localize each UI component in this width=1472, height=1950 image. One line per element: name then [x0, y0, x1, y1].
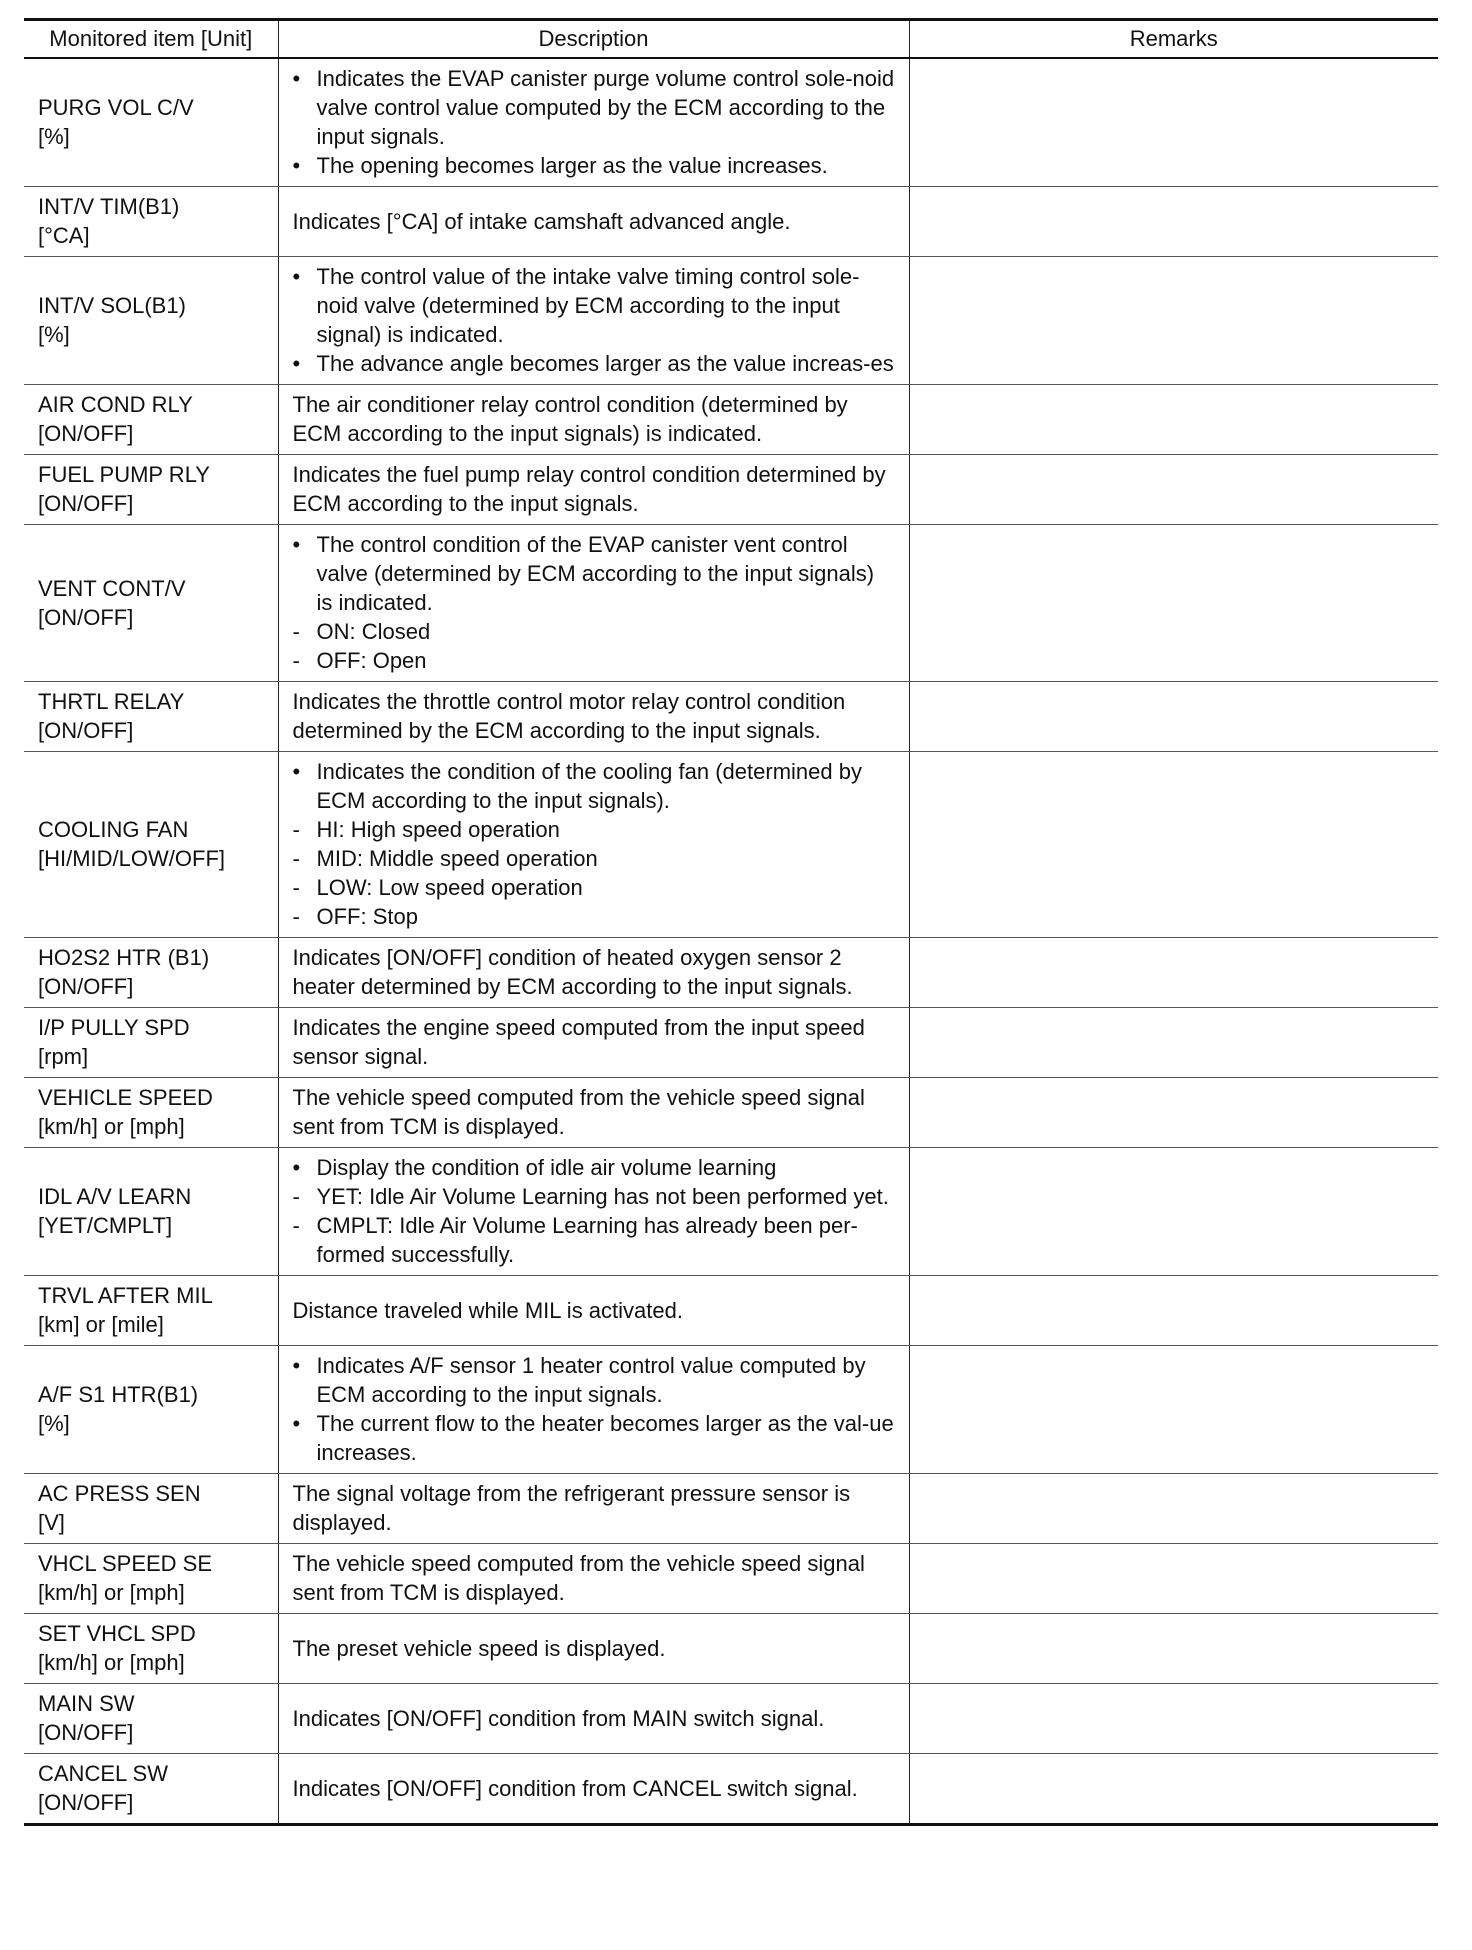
monitored-item-cell	[24, 1544, 278, 1614]
monitored-item-cell	[24, 1754, 278, 1825]
description-list	[293, 1549, 895, 1607]
description-list	[293, 1704, 895, 1733]
description-cell	[278, 1684, 909, 1754]
description-cell	[278, 1544, 909, 1614]
item-unit: [rpm]	[38, 1044, 89, 1069]
bullet-marker: •	[292, 532, 301, 557]
item-name: CANCEL SW	[38, 1761, 168, 1786]
description-line	[293, 902, 895, 931]
monitored-item-cell	[24, 1684, 278, 1754]
description-line	[293, 687, 895, 745]
description-text: Indicates A/F sensor 1 heater control value computed by ECM according to the input signals.	[316, 1353, 866, 1407]
item-unit: [ON/OFF]	[38, 974, 134, 999]
description-list	[293, 1351, 895, 1467]
table-row	[24, 1474, 1438, 1544]
item-unit: [ON/OFF]	[38, 604, 134, 630]
remarks-cell	[909, 385, 1438, 455]
item-name: A/F S1 HTR(B1)	[38, 1382, 199, 1407]
description-cell	[278, 1276, 909, 1346]
dash-marker: -	[292, 619, 300, 644]
monitored-item-cell	[24, 1148, 278, 1276]
remarks-cell	[909, 938, 1438, 1008]
description-text: The opening becomes larger as the value increases.	[316, 153, 828, 178]
monitored-item-cell	[24, 1614, 278, 1684]
description-list	[293, 1634, 895, 1663]
monitored-item-cell	[24, 257, 278, 385]
description-list	[293, 1479, 895, 1537]
monitored-item-cell	[24, 525, 278, 682]
bullet-marker: •	[292, 1353, 301, 1378]
description-text: The control value of the intake valve timing control sole-noid valve (determined by ECM according to the input signal) is indicated.	[316, 264, 860, 347]
table-row	[24, 752, 1438, 938]
remarks-cell	[909, 682, 1438, 752]
item-name: SET VHCL SPD	[38, 1621, 196, 1646]
description-line	[293, 1182, 895, 1211]
dash-marker: -	[292, 1184, 300, 1209]
description-text: Distance traveled while MIL is activated.	[292, 1297, 683, 1323]
description-line	[293, 617, 895, 646]
dash-marker: -	[292, 817, 300, 842]
bullet-marker: •	[292, 1155, 301, 1180]
item-name: AIR COND RLY	[38, 392, 193, 417]
description-cell	[278, 752, 909, 938]
item-unit: [ON/OFF]	[38, 421, 134, 446]
description-line	[293, 207, 895, 236]
table-row	[24, 1684, 1438, 1754]
header-description: Description	[278, 20, 909, 59]
description-line	[293, 460, 895, 518]
item-unit: [km/h] or [mph]	[38, 1114, 185, 1139]
header-monitored-item: Monitored item [Unit]	[24, 20, 278, 59]
description-list	[293, 262, 895, 378]
description-text: Indicates the EVAP canister purge volume control sole-noid valve control value computed by the ECM according to the input signals.	[316, 66, 895, 149]
description-line	[293, 1634, 895, 1663]
table-row	[24, 58, 1438, 187]
description-line	[293, 1211, 895, 1269]
description-line	[293, 943, 895, 1001]
monitored-item-cell	[24, 58, 278, 187]
description-text: Display the condition of idle air volume learning	[316, 1155, 777, 1180]
item-unit: [km] or [mile]	[38, 1312, 164, 1337]
description-text: Indicates the throttle control motor relay control condition determined by the ECM according to the input signals.	[292, 689, 846, 743]
description-line	[293, 530, 895, 617]
item-name: IDL A/V LEARN	[38, 1184, 192, 1209]
description-line	[293, 815, 895, 844]
remarks-cell	[909, 1276, 1438, 1346]
description-text: The advance angle becomes larger as the value increas-es	[316, 351, 894, 376]
description-line	[293, 1704, 895, 1733]
description-text: Indicates [ON/OFF] condition of heated oxygen sensor 2 heater determined by ECM according to the input signals.	[292, 945, 853, 999]
description-text: Indicates the engine speed computed from the input speed sensor signal.	[292, 1015, 865, 1069]
description-text: The signal voltage from the refrigerant pressure sensor is displayed.	[292, 1481, 851, 1535]
description-cell	[278, 1754, 909, 1825]
remarks-cell	[909, 187, 1438, 257]
description-list	[293, 687, 895, 745]
description-line	[293, 1479, 895, 1537]
description-line	[293, 1409, 895, 1467]
table-row	[24, 385, 1438, 455]
description-cell	[278, 525, 909, 682]
description-line	[293, 1296, 895, 1325]
bullet-marker: •	[292, 1411, 301, 1436]
description-list	[293, 1083, 895, 1141]
description-text: Indicates [ON/OFF] condition from MAIN switch signal.	[292, 1705, 825, 1731]
item-unit: [%]	[38, 1411, 70, 1436]
table-row	[24, 1754, 1438, 1825]
monitored-item-cell	[24, 1346, 278, 1474]
bullet-marker: •	[292, 153, 301, 178]
remarks-cell	[909, 525, 1438, 682]
table-row	[24, 938, 1438, 1008]
item-name: TRVL AFTER MIL	[38, 1283, 213, 1308]
remarks-cell	[909, 1614, 1438, 1684]
description-text: Indicates the condition of the cooling fan (determined by ECM according to the input signals).	[316, 759, 862, 813]
description-text: Indicates [ON/OFF] condition from CANCEL switch signal.	[292, 1775, 858, 1801]
description-cell	[278, 187, 909, 257]
table-row	[24, 1078, 1438, 1148]
item-name: I/P PULLY SPD	[38, 1015, 190, 1040]
description-text: OFF: Stop	[316, 904, 418, 929]
monitored-items-table	[24, 18, 1438, 1826]
description-text: Indicates the fuel pump relay control condition determined by ECM according to the input signals.	[292, 462, 886, 516]
table-row	[24, 1276, 1438, 1346]
description-cell	[278, 455, 909, 525]
table-row	[24, 1544, 1438, 1614]
item-unit: [V]	[38, 1510, 65, 1535]
description-list	[293, 943, 895, 1001]
description-text: The preset vehicle speed is displayed.	[292, 1635, 666, 1661]
item-name: FUEL PUMP RLY	[38, 462, 210, 487]
item-unit: [°CA]	[38, 223, 90, 248]
remarks-cell	[909, 1008, 1438, 1078]
item-name: MAIN SW	[38, 1691, 135, 1716]
table-row	[24, 1008, 1438, 1078]
description-text: YET: Idle Air Volume Learning has not been performed yet.	[316, 1184, 889, 1209]
description-text: LOW: Low speed operation	[316, 875, 583, 900]
description-line	[293, 151, 895, 180]
table-row	[24, 1148, 1438, 1276]
description-cell	[278, 1346, 909, 1474]
description-cell	[278, 1614, 909, 1684]
bullet-marker: •	[292, 264, 301, 289]
description-cell	[278, 385, 909, 455]
description-line	[293, 349, 895, 378]
description-list	[293, 207, 895, 236]
description-cell	[278, 1008, 909, 1078]
remarks-cell	[909, 58, 1438, 187]
table-row	[24, 187, 1438, 257]
table-row	[24, 1614, 1438, 1684]
dash-marker: -	[292, 1213, 300, 1238]
remarks-cell	[909, 752, 1438, 938]
description-text: HI: High speed operation	[316, 817, 560, 842]
description-line	[293, 646, 895, 675]
description-line	[293, 1083, 895, 1141]
description-text: The vehicle speed computed from the vehicle speed signal sent from TCM is displayed.	[292, 1551, 865, 1605]
monitored-item-cell	[24, 752, 278, 938]
dash-marker: -	[292, 648, 300, 673]
description-list	[293, 757, 895, 931]
remarks-cell	[909, 1078, 1438, 1148]
table-row	[24, 455, 1438, 525]
item-name: AC PRESS SEN	[38, 1481, 201, 1506]
item-unit: [YET/CMPLT]	[38, 1213, 173, 1238]
description-text: The current flow to the heater becomes larger as the val-ue increases.	[316, 1411, 894, 1465]
description-line	[293, 757, 895, 815]
table-row	[24, 257, 1438, 385]
table-body	[24, 58, 1438, 1825]
monitored-item-cell	[24, 1008, 278, 1078]
bullet-marker: •	[292, 759, 301, 784]
remarks-cell	[909, 455, 1438, 525]
remarks-cell	[909, 1346, 1438, 1474]
item-unit: [ON/OFF]	[38, 1720, 134, 1745]
item-name: INT/V SOL(B1)	[38, 293, 186, 318]
description-text: ON: Closed	[316, 619, 431, 644]
bullet-marker: •	[292, 351, 301, 376]
description-line	[293, 390, 895, 448]
dash-marker: -	[292, 904, 300, 929]
item-unit: [ON/OFF]	[38, 718, 134, 743]
description-text: The vehicle speed computed from the vehicle speed signal sent from TCM is displayed.	[292, 1085, 865, 1139]
description-line	[293, 1153, 895, 1182]
item-name: VENT CONT/V	[38, 575, 186, 601]
description-text: CMPLT: Idle Air Volume Learning has already been per-formed successfully.	[316, 1213, 858, 1267]
description-list	[293, 64, 895, 180]
monitored-item-cell	[24, 1276, 278, 1346]
remarks-cell	[909, 257, 1438, 385]
description-line	[293, 1549, 895, 1607]
description-line	[293, 1013, 895, 1071]
description-cell	[278, 1078, 909, 1148]
header-remarks: Remarks	[909, 20, 1438, 59]
remarks-cell	[909, 1754, 1438, 1825]
item-unit: [%]	[38, 124, 70, 149]
description-text: OFF: Open	[316, 648, 427, 673]
header-row	[24, 20, 1438, 59]
bullet-marker: •	[292, 66, 301, 91]
item-name: THRTL RELAY	[38, 689, 185, 714]
description-text: MID: Middle speed operation	[316, 846, 598, 871]
remarks-cell	[909, 1544, 1438, 1614]
description-list	[293, 1013, 895, 1071]
item-name: PURG VOL C/V	[38, 95, 194, 120]
monitored-item-cell	[24, 385, 278, 455]
monitored-item-cell	[24, 1474, 278, 1544]
description-cell	[278, 938, 909, 1008]
description-line	[293, 64, 895, 151]
description-text: Indicates [°CA] of intake camshaft advanced angle.	[292, 208, 791, 234]
description-line	[293, 844, 895, 873]
monitored-item-cell	[24, 682, 278, 752]
remarks-cell	[909, 1684, 1438, 1754]
description-cell	[278, 682, 909, 752]
item-name: VEHICLE SPEED	[38, 1085, 213, 1110]
item-name: COOLING FAN	[38, 817, 189, 842]
item-name: INT/V TIM(B1)	[38, 194, 180, 219]
description-text: The air conditioner relay control condition (determined by ECM according to the input signals) is indicated.	[292, 392, 848, 446]
description-line	[293, 1351, 895, 1409]
monitored-item-cell	[24, 455, 278, 525]
remarks-cell	[909, 1148, 1438, 1276]
description-cell	[278, 1474, 909, 1544]
dash-marker: -	[292, 875, 300, 900]
table-row	[24, 525, 1438, 682]
dash-marker: -	[292, 846, 300, 871]
description-cell	[278, 257, 909, 385]
description-line	[293, 1774, 895, 1803]
item-unit: [ON/OFF]	[38, 491, 134, 516]
item-name: VHCL SPEED SE	[38, 1551, 213, 1576]
description-list	[293, 1153, 895, 1269]
description-list	[293, 460, 895, 518]
description-cell	[278, 58, 909, 187]
item-unit: [km/h] or [mph]	[38, 1650, 185, 1675]
table-row	[24, 1346, 1438, 1474]
description-line	[293, 873, 895, 902]
item-unit: [%]	[38, 322, 70, 347]
description-text: The control condition of the EVAP canister vent control valve (determined by ECM according to the input signals) is indicated.	[316, 532, 875, 615]
item-unit: [ON/OFF]	[38, 1790, 134, 1815]
item-unit: [HI/MID/LOW/OFF]	[38, 846, 225, 871]
description-list	[293, 390, 895, 448]
table-row	[24, 682, 1438, 752]
description-cell	[278, 1148, 909, 1276]
monitored-item-cell	[24, 1078, 278, 1148]
description-list	[293, 1774, 895, 1803]
remarks-cell	[909, 1474, 1438, 1544]
description-list	[293, 530, 895, 675]
item-name: HO2S2 HTR (B1)	[38, 945, 210, 970]
monitored-item-cell	[24, 187, 278, 257]
description-line	[293, 262, 895, 349]
item-unit: [km/h] or [mph]	[38, 1580, 185, 1605]
description-list	[293, 1296, 895, 1325]
table-header	[24, 20, 1438, 59]
monitored-item-cell	[24, 938, 278, 1008]
